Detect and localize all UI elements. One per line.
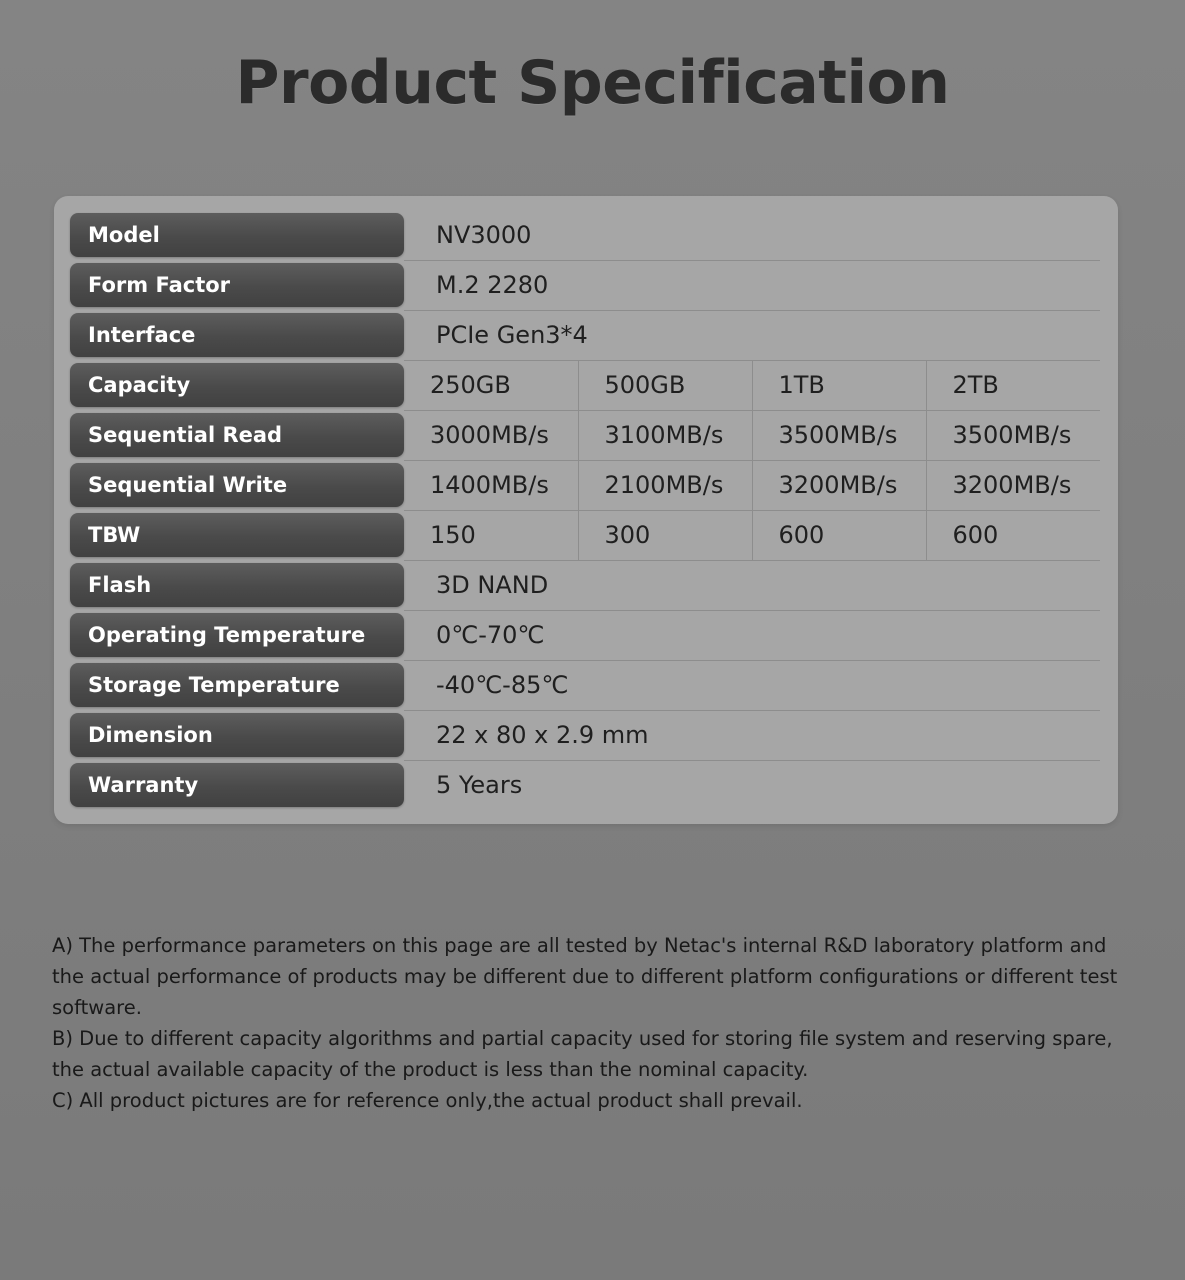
row-value-tbw-1tb: 600 xyxy=(752,510,926,560)
row-value-capacity-2tb: 2TB xyxy=(926,360,1100,410)
row-label-flash: Flash xyxy=(70,563,404,607)
table-row xyxy=(70,760,1100,810)
row-label-cell xyxy=(70,760,404,810)
row-label-storage-temperature: Storage Temperature xyxy=(70,663,404,707)
table-row xyxy=(70,310,1100,360)
row-label-sequential-read: Sequential Read xyxy=(70,413,404,457)
row-label-capacity: Capacity xyxy=(70,363,404,407)
table-row xyxy=(70,710,1100,760)
row-value-tbw-2tb: 600 xyxy=(926,510,1100,560)
row-label-form-factor: Form Factor xyxy=(70,263,404,307)
table-row xyxy=(70,210,1100,260)
table-row xyxy=(70,460,1100,510)
row-value-capacity-250gb: 250GB xyxy=(404,360,578,410)
row-label-cell xyxy=(70,710,404,760)
row-label-warranty: Warranty xyxy=(70,763,404,807)
footnote-c: C) All product pictures are for reference only,the actual product shall prevail. xyxy=(52,1089,803,1112)
page-title: Product Specification xyxy=(235,48,950,118)
footnotes xyxy=(52,930,1142,1116)
row-value-seq-read-1tb: 3500MB/s xyxy=(752,410,926,460)
row-value-seq-write-2tb: 3200MB/s xyxy=(926,460,1100,510)
row-value-capacity-1tb: 1TB xyxy=(752,360,926,410)
row-label-cell xyxy=(70,360,404,410)
table-row xyxy=(70,510,1100,560)
row-value-capacity-500gb: 500GB xyxy=(578,360,752,410)
row-label-tbw: TBW xyxy=(70,513,404,557)
row-value-storage-temperature: -40℃-85℃ xyxy=(404,660,1100,710)
table-row xyxy=(70,560,1100,610)
row-label-cell xyxy=(70,610,404,660)
row-value-tbw-250gb: 150 xyxy=(404,510,578,560)
footnote-b: B) Due to different capacity algorithms and partial capacity used for storing file system and reserving spare, the actual available capacity of the product is less than the nominal capacity. xyxy=(52,1027,1113,1081)
row-value-seq-read-2tb: 3500MB/s xyxy=(926,410,1100,460)
row-value-dimension: 22 x 80 x 2.9 mm xyxy=(404,710,1100,760)
row-value-tbw-500gb: 300 xyxy=(578,510,752,560)
row-value-seq-read-250gb: 3000MB/s xyxy=(404,410,578,460)
row-value-seq-write-250gb: 1400MB/s xyxy=(404,460,578,510)
row-label-sequential-write: Sequential Write xyxy=(70,463,404,507)
row-value-interface: PCIe Gen3*4 xyxy=(404,310,1100,360)
row-label-cell xyxy=(70,510,404,560)
row-value-operating-temperature: 0℃-70℃ xyxy=(404,610,1100,660)
row-label-cell xyxy=(70,460,404,510)
row-label-cell xyxy=(70,410,404,460)
row-label-cell xyxy=(70,260,404,310)
row-label-operating-temperature: Operating Temperature xyxy=(70,613,404,657)
row-label-cell xyxy=(70,210,404,260)
row-value-flash: 3D NAND xyxy=(404,560,1100,610)
row-value-form-factor: M.2 2280 xyxy=(404,260,1100,310)
row-label-cell xyxy=(70,310,404,360)
table-row xyxy=(70,610,1100,660)
table-row xyxy=(70,260,1100,310)
row-value-warranty: 5 Years xyxy=(436,771,523,800)
row-value-seq-write-1tb: 3200MB/s xyxy=(752,460,926,510)
table-row xyxy=(70,360,1100,410)
row-value-seq-read-500gb: 3100MB/s xyxy=(578,410,752,460)
specification-table-panel xyxy=(54,196,1118,824)
row-label-cell xyxy=(70,660,404,710)
table-row xyxy=(70,410,1100,460)
row-value-seq-write-500gb: 2100MB/s xyxy=(578,460,752,510)
row-label-model: Model xyxy=(70,213,404,257)
table-row xyxy=(70,660,1100,710)
row-label-interface: Interface xyxy=(70,313,404,357)
row-value-model: NV3000 xyxy=(404,210,1100,260)
specification-table xyxy=(70,210,1100,810)
row-label-dimension: Dimension xyxy=(70,713,404,757)
footnote-a: A) The performance parameters on this page are all tested by Netac's internal R&D laboratory platform and the actual performance of products may be different due to different platform configurations or different test software. xyxy=(52,934,1118,1019)
specification-table-body xyxy=(70,210,1100,810)
row-label-cell xyxy=(70,560,404,610)
